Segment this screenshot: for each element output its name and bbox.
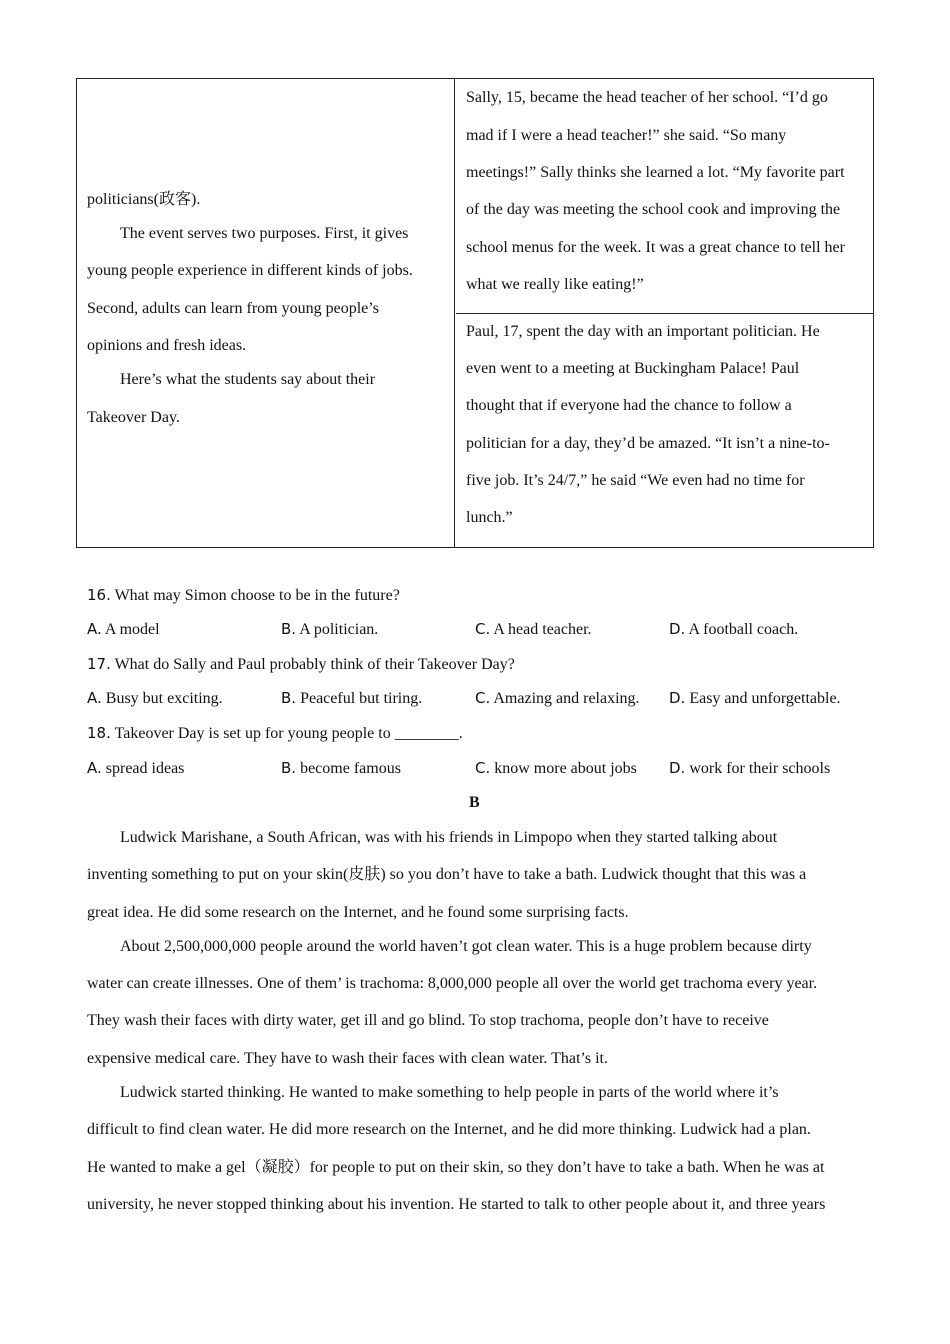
option-text: know more about jobs xyxy=(494,760,637,777)
question-number: 18. xyxy=(87,724,111,742)
question-text: What do Sally and Paul probably think of their Takeover Day? xyxy=(114,656,515,673)
paragraph-3-line: Ludwick started thinking. He wanted to make something to help people in parts of the world where it’s xyxy=(120,1084,779,1101)
sally-line: school menus for the week. It was a great chance to tell her xyxy=(466,239,845,256)
option-letter: C. xyxy=(475,689,491,707)
paragraph-3-line: He wanted to make a gel（凝胶）for people to put on their skin, so they don’t have to take a bath. When he was at xyxy=(87,1159,825,1176)
option-letter: A. xyxy=(87,620,102,638)
option-text: Amazing and relaxing. xyxy=(493,690,640,707)
sally-line: meetings!” Sally thinks she learned a lot. “My favorite part xyxy=(466,164,845,181)
sally-line: Sally, 15, became the head teacher of her school. “I’d go xyxy=(466,89,828,106)
paragraph-1-line: Ludwick Marishane, a South African, was with his friends in Limpopo when they started talking about xyxy=(120,829,778,846)
table-right-column xyxy=(456,79,873,547)
option-17-b[interactable] xyxy=(281,688,422,709)
paragraph-2-line: water can create illnesses. One of them’ is trachoma: 8,000,000 people all over the world get trachoma every year. xyxy=(87,975,818,992)
option-letter: C. xyxy=(475,759,491,777)
paragraph-2-line: They wash their faces with dirty water, get ill and go blind. To stop trachoma, people don’t have to receive xyxy=(87,1012,769,1029)
paragraph-3-line: difficult to find clean water. He did more research on the Internet, and he did more thinking. Ludwick had a plan. xyxy=(87,1121,811,1138)
option-18-c[interactable] xyxy=(475,758,637,779)
paragraph-2-line: About 2,500,000,000 people around the world haven’t got clean water. This is a huge problem because dirty xyxy=(120,938,812,955)
option-16-d[interactable] xyxy=(669,619,798,640)
option-letter: D. xyxy=(669,620,686,638)
option-text: A head teacher. xyxy=(493,621,592,638)
paul-cell xyxy=(456,314,873,547)
paragraph-3-line: university, he never stopped thinking about his invention. He started to talk to other people about it, and three years xyxy=(87,1196,826,1213)
paul-line: politician for a day, they’d be amazed. “It isn’t a nine-to- xyxy=(466,435,830,452)
left-cell-line: opinions and fresh ideas. xyxy=(87,337,247,354)
sally-line: mad if I were a head teacher!” she said. “So many xyxy=(466,127,787,144)
section-title: B xyxy=(469,794,480,811)
option-letter: A. xyxy=(87,759,102,777)
question-text: What may Simon choose to be in the future? xyxy=(114,587,400,604)
option-17-d[interactable] xyxy=(669,688,841,709)
sally-line: of the day was meeting the school cook and improving the xyxy=(466,201,841,218)
paragraph-2-line: expensive medical care. They have to wash their faces with clean water. That’s it. xyxy=(87,1050,608,1067)
option-18-b[interactable] xyxy=(281,758,401,779)
option-text: Peaceful but tiring. xyxy=(300,690,423,707)
question-number: 17. xyxy=(87,655,111,673)
left-cell-line: Here’s what the students say about their xyxy=(120,371,376,388)
option-text: Busy but exciting. xyxy=(105,690,223,707)
option-text: A politician. xyxy=(299,621,379,638)
option-16-b[interactable] xyxy=(281,619,378,640)
paul-line: Paul, 17, spent the day with an important politician. He xyxy=(466,323,820,340)
table-left-cell xyxy=(77,79,455,547)
option-letter: B. xyxy=(281,759,297,777)
paul-line: even went to a meeting at Buckingham Palace! Paul xyxy=(466,360,800,377)
option-18-a[interactable] xyxy=(87,758,184,779)
question-number: 16. xyxy=(87,586,111,604)
paul-line: lunch.” xyxy=(466,509,513,526)
paragraph-1-line: inventing something to put on your skin(皮肤) so you don’t have to take a bath. Ludwick thought that this was a xyxy=(87,866,807,883)
option-18-d[interactable] xyxy=(669,758,830,779)
left-cell-line: Second, adults can learn from young people’s xyxy=(87,300,379,317)
paul-line: five job. It’s 24/7,” he said “We even had no time for xyxy=(466,472,805,489)
option-letter: A. xyxy=(87,689,102,707)
left-cell-line: politicians(政客). xyxy=(87,191,201,208)
question-17 xyxy=(87,654,515,675)
option-16-c[interactable] xyxy=(475,619,592,640)
paragraph-1-line: great idea. He did some research on the Internet, and he found some surprising facts. xyxy=(87,904,629,921)
passage-table xyxy=(76,78,874,548)
option-16-a[interactable] xyxy=(87,619,160,640)
option-letter: D. xyxy=(669,759,686,777)
question-16 xyxy=(87,585,400,606)
question-text: Takeover Day is set up for young people to ________. xyxy=(114,725,463,742)
left-cell-line: young people experience in different kinds of jobs. xyxy=(87,262,413,279)
option-text: A football coach. xyxy=(688,621,799,638)
option-letter: C. xyxy=(475,620,491,638)
option-17-a[interactable] xyxy=(87,688,223,709)
option-letter: B. xyxy=(281,620,297,638)
left-cell-line: Takeover Day. xyxy=(87,409,180,426)
option-17-c[interactable] xyxy=(475,688,640,709)
paul-line: thought that if everyone had the chance to follow a xyxy=(466,397,792,414)
option-text: Easy and unforgettable. xyxy=(689,690,841,707)
left-cell-line: The event serves two purposes. First, it gives xyxy=(120,225,409,242)
question-18 xyxy=(87,723,463,744)
sally-cell xyxy=(456,79,873,314)
option-text: work for their schools xyxy=(689,760,831,777)
option-letter: D. xyxy=(669,689,686,707)
option-letter: B. xyxy=(281,689,297,707)
option-text: A model xyxy=(104,621,160,638)
option-text: become famous xyxy=(300,760,401,777)
option-text: spread ideas xyxy=(105,760,185,777)
sally-line: what we really like eating!” xyxy=(466,276,644,293)
